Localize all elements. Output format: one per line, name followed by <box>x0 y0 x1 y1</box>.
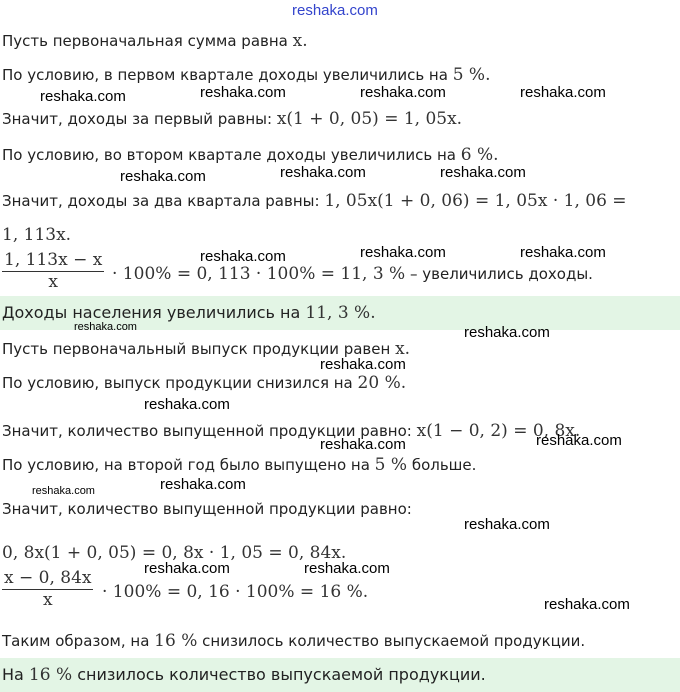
fraction-numerator: x − 0, 84x <box>4 568 92 588</box>
text: снизилось количество выпускаемой продукции. <box>72 665 486 684</box>
math: 16 % <box>28 665 73 685</box>
watermark: reshaka.com <box>144 396 230 413</box>
text: Значит, доходы за первый равны: <box>2 110 277 128</box>
text: Пусть первоначальный выпуск продукции равен <box>2 340 396 358</box>
math: 0, 8x(1 + 0, 05) = 0, 8x · 1, 05 = 0, 84x. <box>2 543 347 563</box>
math: 1, 05x(1 + 0, 06) = 1, 05x · 1, 06 = <box>324 191 627 211</box>
watermark: reshaka.com <box>120 168 206 185</box>
math: 16 % <box>154 631 198 651</box>
watermark: reshaka.com <box>360 84 446 101</box>
math: x(1 − 0, 2) = 0, 8x. <box>416 421 581 441</box>
text-line-6 <box>2 224 71 246</box>
text: На <box>2 665 29 684</box>
text-line-8 <box>2 372 406 394</box>
text-line-9 <box>2 420 580 442</box>
fraction-denominator: x <box>48 272 58 292</box>
watermark: reshaka.com <box>440 164 526 181</box>
math: · 100% = 0, 16 · 100% = 16 %. <box>102 582 369 602</box>
fraction-1-tail <box>112 264 593 284</box>
math: x. <box>292 31 308 51</box>
watermark: reshaka.com <box>520 84 606 101</box>
fraction-2 <box>2 568 93 610</box>
watermark: reshaka.com <box>280 164 366 181</box>
answer-line-2 <box>2 664 486 686</box>
math: 5 % <box>374 455 408 475</box>
math: x(1 + 0, 05) = 1, 05x. <box>276 109 463 129</box>
text: больше. <box>407 456 477 474</box>
text: Значит, количество выпущенной продукции равно: <box>2 422 417 440</box>
watermark: reshaka.com <box>464 324 550 341</box>
watermark: reshaka.com <box>144 560 230 577</box>
text: снизилось количество выпускаемой продукции. <box>197 632 586 650</box>
fraction-numerator: 1, 113x − x <box>4 250 103 270</box>
text: По условию, в первом квартале доходы увеличились на <box>2 66 453 84</box>
text-line-2 <box>2 64 490 86</box>
watermark: reshaka.com <box>320 356 406 373</box>
text: По условию, во втором квартале доходы увеличились на <box>2 146 461 164</box>
watermark: reshaka.com <box>520 244 606 261</box>
watermark: reshaka.com <box>544 596 630 613</box>
watermark: reshaka.com <box>536 432 622 449</box>
watermark: reshaka.com <box>200 248 286 265</box>
watermark: reshaka.com <box>200 84 286 101</box>
watermark: reshaka.com <box>464 516 550 533</box>
text-line-3 <box>2 108 462 130</box>
text: Таким образом, на <box>2 632 155 650</box>
math: 1, 113x. <box>2 225 72 245</box>
answer-box-2 <box>0 658 680 692</box>
text-line-1 <box>2 30 308 52</box>
watermark: reshaka.com <box>304 560 390 577</box>
fraction-1 <box>2 250 104 292</box>
text-line-4 <box>2 144 499 166</box>
site-header-link[interactable]: reshaka.com <box>292 2 378 19</box>
text-line-11 <box>2 498 412 520</box>
watermark: reshaka.com <box>360 244 446 261</box>
math: · 100% = 0, 113 · 100% = 11, 3 % <box>112 264 406 284</box>
text: По условию, на второй год было выпущено на <box>2 456 375 474</box>
fraction-denominator: x <box>42 590 53 610</box>
text: Значит, количество выпущенной продукции равно: <box>2 500 412 518</box>
watermark: reshaka.com <box>320 436 406 453</box>
math: x. <box>395 339 411 359</box>
text-line-13 <box>2 630 585 652</box>
fraction-2-tail <box>102 582 368 602</box>
math: 11, 3 %. <box>305 303 376 323</box>
math: 20 %. <box>357 373 407 393</box>
answer-line-1 <box>2 302 376 324</box>
text-line-5 <box>2 190 627 212</box>
watermark: reshaka.com <box>40 88 126 105</box>
watermark: reshaka.com <box>32 485 95 497</box>
text: – увеличились доходы. <box>405 265 593 283</box>
text-line-10 <box>2 454 476 476</box>
watermark: reshaka.com <box>160 476 246 493</box>
math: 6 %. <box>460 145 499 165</box>
text: Пусть первоначальная сумма равна <box>2 32 293 50</box>
watermark: reshaka.com <box>74 321 137 333</box>
text: Значит, доходы за два квартала равны: <box>2 192 325 210</box>
math: 5 %. <box>452 65 491 85</box>
text: Доходы населения увеличились на <box>2 303 306 322</box>
text: По условию, выпуск продукции снизился на <box>2 374 358 392</box>
